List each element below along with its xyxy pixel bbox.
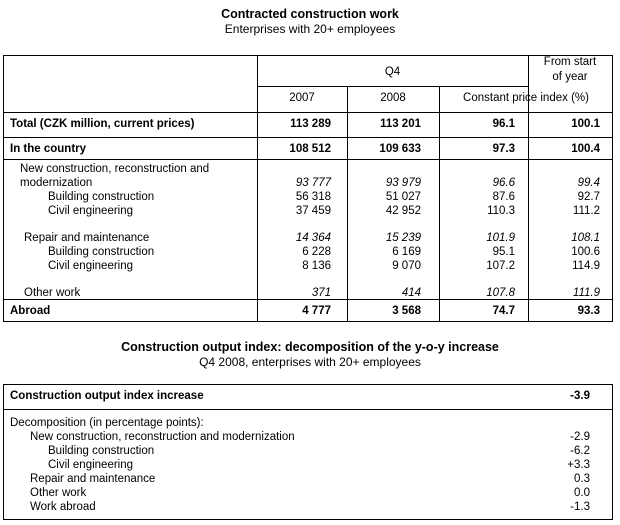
item-value: -1.3 — [570, 501, 590, 513]
value-2007: 108 512 — [289, 143, 331, 155]
item-label: Building construction — [48, 445, 155, 457]
value-ytd: 114.9 — [572, 260, 600, 272]
value-ytd: 99.4 — [577, 177, 600, 189]
value-index: 101.9 — [486, 232, 515, 244]
output-index-table — [3, 384, 613, 520]
row-divider — [4, 299, 612, 300]
value-2007: 4 777 — [302, 305, 331, 317]
item-value: -6.2 — [570, 445, 590, 457]
value-2008: 51 027 — [385, 191, 421, 203]
header-2007: 2007 — [289, 92, 315, 104]
header-from-start-line2: of year — [552, 71, 588, 83]
header-q4: Q4 — [384, 66, 401, 78]
value-ytd: 100.1 — [571, 118, 600, 130]
item-label: Civil engineering — [48, 459, 134, 471]
table2-subtitle: Q4 2008, enterprises with 20+ employees — [199, 355, 421, 369]
value-index: 96.6 — [492, 177, 515, 189]
table1-title: Contracted construction work — [221, 7, 399, 21]
row-label: Building construction — [48, 191, 155, 203]
row-label: Abroad — [10, 305, 51, 317]
value-2008: 113 201 — [380, 118, 421, 130]
value-2008: 414 — [401, 287, 421, 299]
decomposition-label: Decomposition (in percentage points): — [10, 417, 204, 429]
row-divider — [257, 86, 528, 87]
header-constant-price-index: Constant price index (%) — [463, 92, 589, 104]
value-index: 107.8 — [486, 287, 515, 299]
value-2007: 6 228 — [302, 246, 331, 258]
item-value: 0.0 — [574, 487, 590, 499]
value-2008: 109 633 — [379, 143, 421, 155]
value-2008: 42 952 — [385, 205, 421, 217]
value-2007: 8 136 — [302, 260, 331, 272]
value-2008: 6 169 — [392, 246, 421, 258]
item-value: +3.3 — [567, 459, 590, 471]
row-divider — [4, 409, 612, 410]
item-label: Work abroad — [30, 501, 96, 513]
value-ytd: 92.7 — [577, 191, 600, 203]
header-from-start-line1: From start — [543, 56, 597, 68]
table1-subtitle: Enterprises with 20+ employees — [224, 22, 396, 36]
output-index-label: Construction output index increase — [10, 390, 204, 402]
value-ytd: 111.9 — [572, 287, 600, 299]
row-divider — [4, 159, 612, 160]
row-label: Total (CZK million, current prices) — [10, 118, 195, 130]
row-label: Civil engineering — [48, 205, 134, 217]
value-2007: 14 364 — [295, 232, 331, 244]
row-label: In the country — [10, 143, 87, 155]
item-label: New construction, reconstruction and modernization — [30, 431, 295, 443]
value-2008: 93 979 — [385, 177, 421, 189]
value-2007: 37 459 — [295, 205, 331, 217]
value-2007: 113 289 — [290, 118, 331, 130]
value-2008: 3 568 — [392, 305, 421, 317]
value-ytd: 100.4 — [571, 143, 600, 155]
row-label: Building construction — [48, 246, 155, 258]
contracted-work-table — [3, 55, 613, 322]
value-index: 87.6 — [492, 191, 515, 203]
row-divider — [4, 112, 612, 113]
item-value: 0.3 — [574, 473, 590, 485]
row-label: Repair and maintenance — [24, 232, 150, 244]
value-index: 110.3 — [487, 205, 515, 217]
value-index: 95.1 — [492, 246, 515, 258]
value-ytd: 100.6 — [571, 246, 600, 258]
item-label: Repair and maintenance — [30, 473, 156, 485]
value-index: 74.7 — [492, 305, 515, 317]
value-2008: 9 070 — [392, 260, 421, 272]
row-label-line1: New construction, reconstruction and — [20, 163, 210, 175]
row-label: Civil engineering — [48, 260, 134, 272]
value-index: 96.1 — [492, 118, 515, 130]
row-label-line2: modernization — [20, 177, 93, 189]
value-ytd: 108.1 — [571, 232, 600, 244]
value-ytd: 93.3 — [577, 305, 600, 317]
table2-title: Construction output index: decomposition of the y-o-y increase — [121, 340, 499, 354]
header-2008: 2008 — [380, 92, 406, 104]
value-index: 107.2 — [486, 260, 515, 272]
value-2007: 93 777 — [295, 177, 331, 189]
value-index: 97.3 — [492, 143, 515, 155]
value-2007: 56 318 — [295, 191, 331, 203]
row-label: Other work — [24, 287, 81, 299]
item-value: -2.9 — [570, 431, 590, 443]
item-label: Other work — [30, 487, 87, 499]
row-divider — [4, 137, 612, 138]
output-index-value: -3.9 — [570, 390, 590, 402]
value-2008: 15 239 — [385, 232, 421, 244]
value-2007: 371 — [311, 287, 331, 299]
value-ytd: 111.2 — [572, 205, 600, 217]
